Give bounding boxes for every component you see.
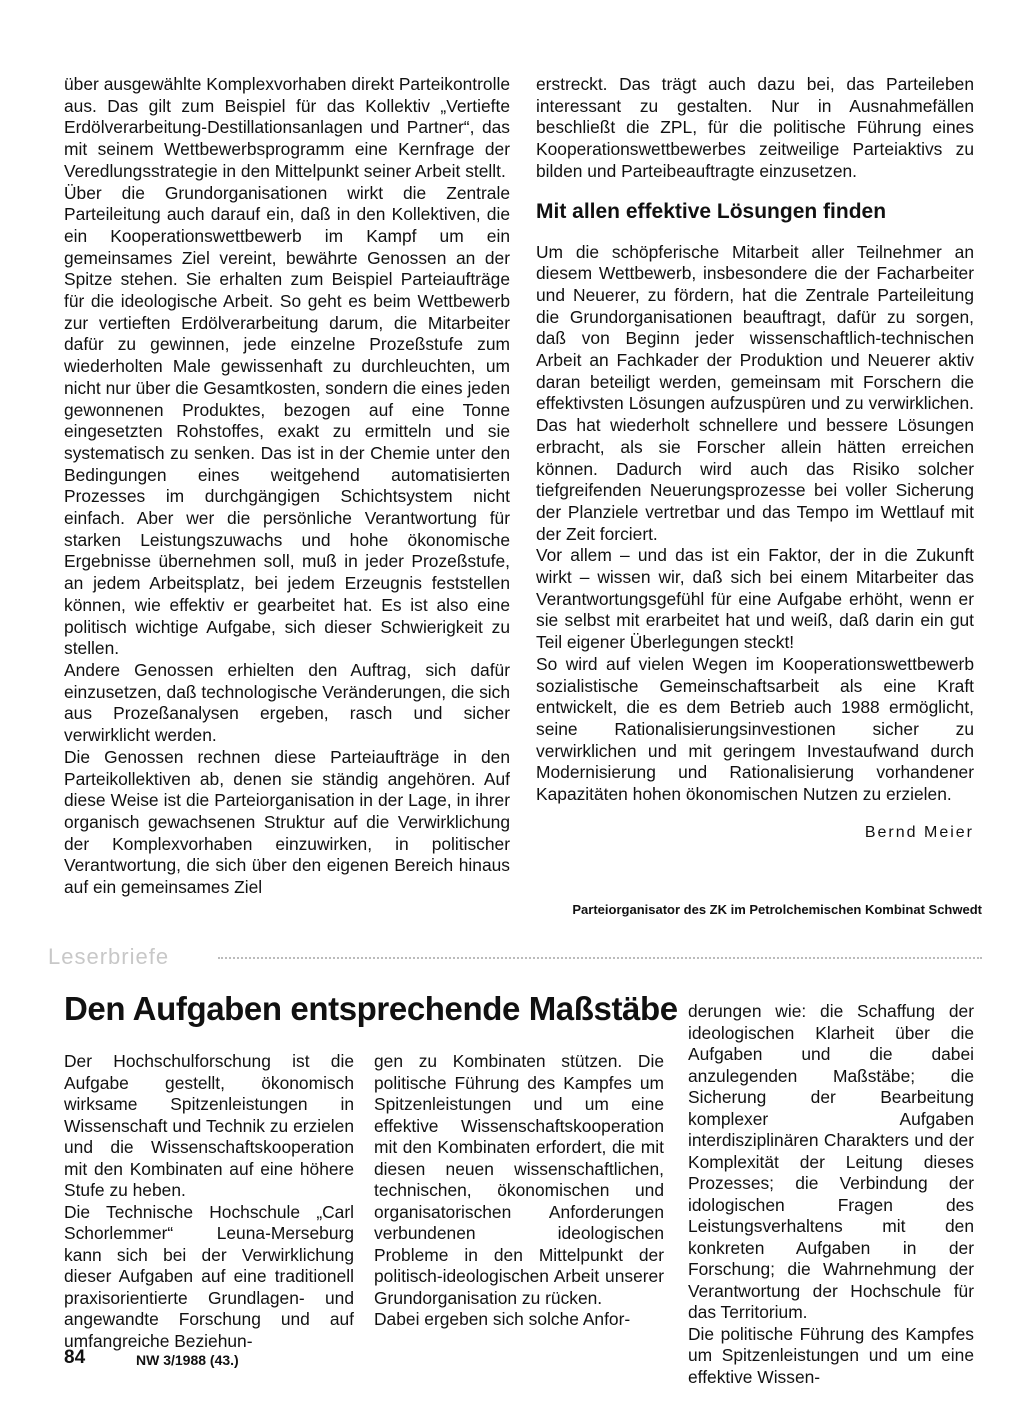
section-header bbox=[48, 944, 982, 970]
lower-column-2 bbox=[374, 1051, 664, 1331]
lower-column-1 bbox=[64, 1051, 354, 1352]
body-paragraph: gen zu Kombinaten stützen. Die politische Führung des Kampfes um Spitzenleistungen und um eine effektive Wissenschaftskooperation mit den Kombinaten erfordert, die mit diesen neuen wissenschaftlichen, technischen, ökonomischen und organisatorischen Anforderungen verbundenen ideologischen Probleme in den Mittelpunkt der politisch-ideologischen Arbeit unserer Grundorganisation zu rücken. bbox=[374, 1051, 664, 1308]
body-paragraph: Dabei ergeben sich solche Anfor- bbox=[374, 1309, 631, 1329]
section-label: Leserbriefe bbox=[48, 944, 179, 970]
body-paragraph: Die politische Führung des Kampfes um Spitzenleistungen und um eine effektive Wissen- bbox=[688, 1323, 974, 1387]
body-paragraph: Um die schöpferische Mitarbeit aller Teilnehmer an diesem Wettbewerb, insbesondere die der Facharbeiter und Neuerer, zu fördern, hat die Zentrale Parteileitung die Grundorganisationen beauftragt, dafür zu sorgen, daß von Beginn jeder wissenschaftlich-technischen Arbeit an Fachkader der Produktion und Neuerer aktiv daran beteiligt werden, gemeinsam mit Forschern die effektivsten Lösungen aufzuspüren und zu verwirklichen. Das hat wiederholt schnellere und bessere Lösungen erbracht, als sie Forscher allein hätten erreichen können. Dadurch wird auch das Risiko solcher tiefgreifenden Neuerungsprozesse bei voller Sicherung der Planziele vertretbar und das Tempo im Wettlauf mit der Zeit forciert. bbox=[536, 241, 974, 544]
body-paragraph: Über die Grundorganisationen wirkt die Zentrale Parteileitung auch darauf ein, daß in den Kollektiven, die ein Kooperationswettbewerb im Kampf um ein gemeinsames Ziel vereint, bewährte Genossen an der Spitze stehen. Sie erhalten zum Beispiel Parteiaufträge für die ideologische Arbeit. So geht es beim Wettbewerb zur vertieften Erdölverarbeitung darum, die Mitarbeiter dafür zu gewinnen, jede einzelne Prozeßstufe zum wiederholten Male gewissenhaft zu durchleuchten, um nicht nur über die Gesamtkosten, sondern die eines jeden gewonnenen Produktes, bezogen auf eine Tonne eingesetzten Rohstoffes, exakt zu ermitteln und sie systematisch zu senken. Das ist in der Chemie unter den Bedingungen eines weitgehend automatisierten Prozesses im durchgängigen Schichtsystem nicht einfach. Aber wer die persönliche Verantwortung für starken Leistungszuwachs und hohe ökonomische Ergebnisse übernehmen soll, muß in jeder Prozeßstufe, an jedem Arbeitsplatz, bei jedem Erzeugnis feststellen können, wie effektiv er gearbeitet hat. Es ist also eine politisch wichtige Aufgabe, sich dieser Schwierigkeit zu stellen. bbox=[64, 182, 510, 659]
issue-reference: NW 3/1988 (43.) bbox=[136, 1352, 239, 1368]
body-paragraph: erstreckt. Das trägt auch dazu bei, das Parteileben interessant zu gestalten. Nur in Ausnahmefällen beschließt die ZPL, für die politische Führung eines Kooperationswettbewerbes zeitweilige Parteiaktivs zu bilden und Parteibeauftragte einzusetzen. bbox=[536, 74, 974, 181]
body-paragraph: Andere Genossen erhielten den Auftrag, sich dafür einzusetzen, daß technologische Veränderungen, die sich aus Prozeßanalysen ergeben, rasch und sicher verwirklicht werden. bbox=[64, 659, 510, 746]
upper-left-column bbox=[64, 74, 510, 899]
body-paragraph: Der Hochschulforschung ist die Aufgabe gestellt, ökonomisch wirksame Spitzenleistungen in Wissenschaft und Technik zu erzielen und die Wissenschaftskooperation mit den Kombinaten auf eine höhere Stufe zu heben. bbox=[64, 1051, 354, 1200]
body-paragraph: So wird auf vielen Wegen im Kooperationswettbewerb sozialistische Gemeinschaftsarbeit als eine Kraft entwickelt, die es dem Betrieb auch 1988 ermöglicht, seine Rationalisierungsinvestionen sicher zu verwirklichen und mit geringem Investaufwand durch Modernisierung und Rationalisierung vorhandener Kapazitäten hohen ökonomischen Nutzen zu erzielen. bbox=[536, 653, 974, 805]
lower-column-3 bbox=[688, 1001, 974, 1388]
body-paragraph: Vor allem – und das ist ein Faktor, der in die Zukunft wirkt – wissen wir, daß sich bei einem Mitarbeiter das Verantwortungsgefühl für eine Aufgabe erhöht, wenn er sie selbst mit erarbeitet hat und weiß, daß darin ein gut Teil eigener Überlegungen steckt! bbox=[536, 545, 974, 653]
upper-right-column bbox=[536, 74, 974, 843]
section-divider bbox=[218, 957, 982, 959]
body-paragraph: derungen wie: die Schaffung der ideologischen Klarheit über die Aufgaben und die dabei anzulegenden Maßstäbe; die Sicherung der Bearbeitung komplexer Aufgaben interdisziplinären Charakters und der Komplexität der Leitung dieses Prozesses; die Verbindung der idologischen Fragen des Leistungsverhaltens mit den konkreten Aufgaben in der Forschung; die Wahrnehmung der Verantwortung der Hochschule für das Territorium. bbox=[688, 1001, 974, 1322]
body-paragraph: Die Genossen rechnen diese Parteiaufträge in den Parteikollektiven ab, denen sie ständig angehören. Auf diese Weise ist die Parteiorganisation in der Lage, in ihrer organisch gewachsenen Struktur auf die Verwirklichung der Komplexvorhaben einzuwirken, in politischer Verantwortung, die sich über den eigenen Bereich hinaus auf ein gemeinsames Ziel bbox=[64, 746, 510, 898]
body-paragraph: Die Technische Hochschule „Carl Schorlemmer“ Leuna-Merseburg kann sich bei der Verwirklichung dieser Aufgaben auf eine traditionell praxisorientierte Grundlagen- und angewandte Forschung und auf umfangreiche Beziehun- bbox=[64, 1201, 354, 1351]
author-name: Bernd Meier bbox=[864, 823, 974, 841]
section-subheading: Mit allen effektive Lösungen finden bbox=[536, 199, 887, 223]
page-number: 84 bbox=[64, 1347, 86, 1368]
article-title: Den Aufgaben entsprechende Maßstäbe bbox=[64, 990, 678, 1027]
author-role: Parteiorganisator des ZK im Petrolchemischen Kombinat Schwedt bbox=[572, 902, 982, 917]
body-paragraph: über ausgewählte Komplexvorhaben direkt Parteikontrolle aus. Das gilt zum Beispiel für das Kollektiv „Vertiefte Erdölverarbeitung-Destillationsanlagen und Partner“, das mit seinem Wettbewerbsprogramm eine Kernfrage der Veredlungsstrategie in den Mittelpunkt seiner Arbeit stellt. bbox=[64, 74, 510, 181]
